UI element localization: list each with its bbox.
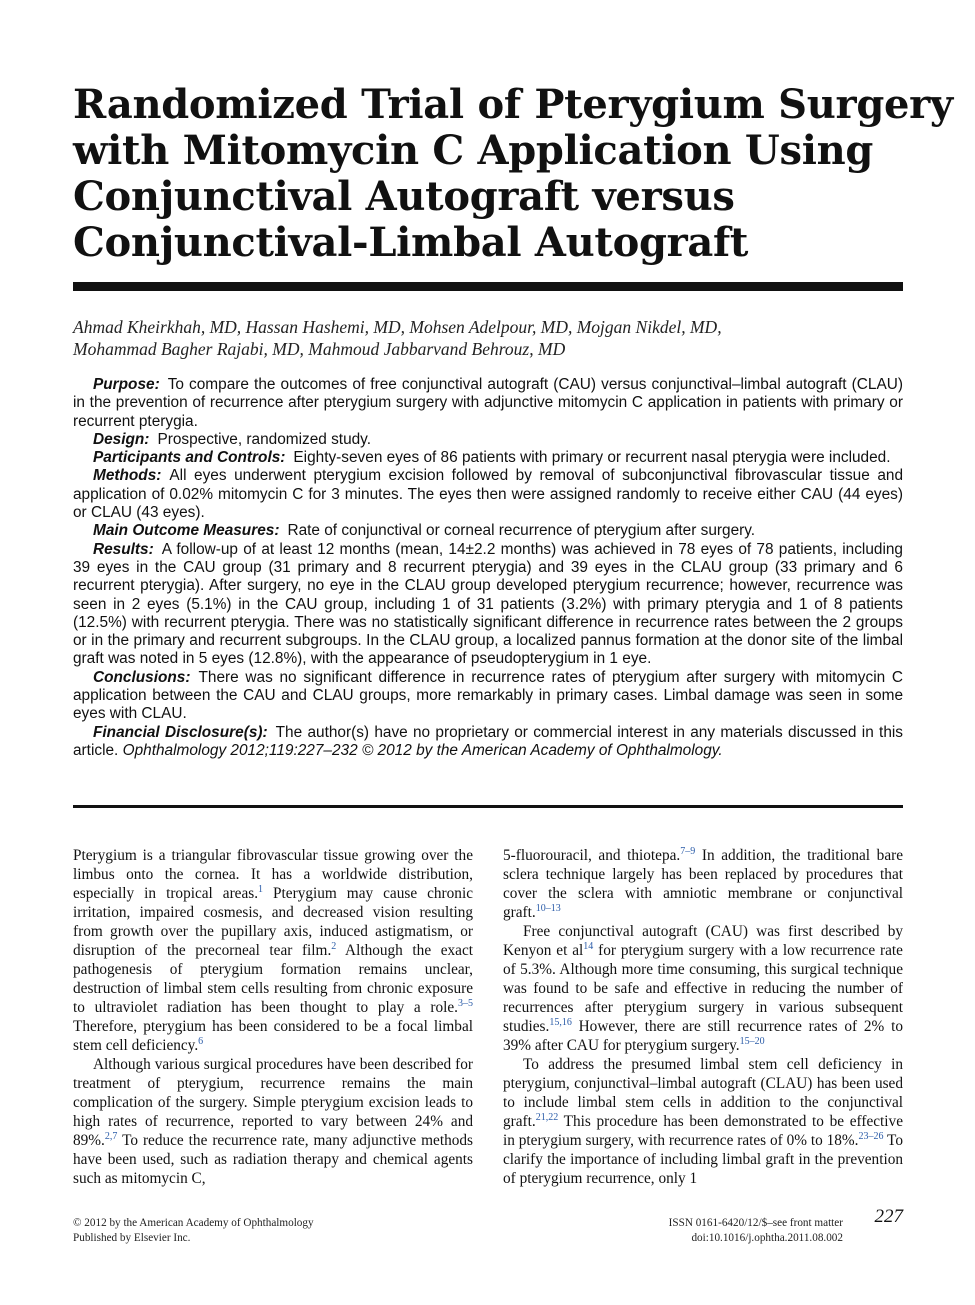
abstract-divider [73, 805, 903, 808]
author-line: Ahmad Kheirkhah, MD, Hassan Hashemi, MD, Mohsen Adelpour, MD, Mojgan Nikdel, MD, [73, 317, 722, 337]
abstract-participants [73, 449, 903, 467]
reference-link[interactable]: 21,22 [535, 1112, 559, 1123]
body-paragraph: Pterygium is a triangular fibrovascular tissue growing over the limbus onto the cornea. It has a worldwide distribution, especially in tropical areas.$^1$ Pterygium may cause chronic irritation, impaired cosmesis, and decreased vision resulting from growth over the pupillary axis, induced astigmatism, or disruption of the precorneal tear film.$^2$ Although the exact pathogenesis of pterygium formation remains unclear, destruction of limbal stem cells resulting from chronic exposure to ultraviolet radiation has been thought to play a role.$^{3-5}$ Therefore, pterygium has been considered to be a focal limbal stem cell deficiency.$^6$ [73, 847, 473, 1054]
title-line: Conjunctival-Limbal Autograft [73, 219, 749, 266]
abstract-text: Eighty-seven eyes of 86 patients with primary or recurrent nasal pterygia were included. [293, 449, 891, 467]
reference-link[interactable]: 1 [258, 884, 264, 895]
reference-link[interactable]: 3–5 [458, 998, 473, 1009]
abstract-design [73, 431, 903, 449]
reference-link[interactable]: 23–26 [858, 1131, 884, 1142]
doi-link[interactable]: doi:10.1016/j.ophtha.2011.08.002 [691, 1232, 843, 1244]
abstract-text: To compare the outcomes of free conjunctival autograft (CAU) versus conjunctival–limbal autograft (CLAU) in the prevention of recurrence after pterygium surgery with adjunctive mitomycin C application in patients with primary or recurrent pterygia. [73, 376, 903, 430]
abstract-text: The author(s) have no proprietary or commercial interest in any materials discussed in this article. [73, 723, 903, 759]
title-line: Conjunctival Autograft versus [73, 173, 735, 220]
body-column-right [503, 846, 903, 1188]
body-paragraph: To address the presumed limbal stem cell deficiency in pterygium, conjunctival–limbal autograft (CLAU) has been used to include limbal stem cells in addition to the conjunctival graft.$^{21,22}$ This procedure has been demonstrated to be effective in pterygium surgery, with recurrence rates of 0% to 18%.$^{23-26}$ To clarify the importance of including limbal graft in the prevention of pterygium recurrence, only 1 [503, 1056, 903, 1187]
title-line: Randomized Trial of Pterygium Surgery [73, 81, 953, 128]
abstract-text: Prospective, randomized study. [157, 430, 372, 448]
body-paragraph: Free conjunctival autograft (CAU) was first described by Kenyon et $al^{14}$ for pterygium surgery with a low recurrence rate of 5.3%. Although more time consuming, this surgical technique was found to be safe and effective in reducing the number of recurrences after pterygium surgery in various subsequent studies.$^{15,16}$ However, there are still recurrence rates of 2% to 39% after CAU for pterygium surgery.$^{15-20}$ [503, 923, 903, 1054]
reference-link[interactable]: 6 [198, 1036, 204, 1047]
abstract-label: Main Outcome Measures: [93, 522, 280, 540]
abstract-label: Participants and Controls: [93, 449, 286, 467]
title-line: with Mitomycin C Application Using [73, 127, 874, 174]
publisher-notice: Published by Elsevier Inc. [73, 1232, 191, 1244]
abstract-label: Purpose: [93, 376, 160, 393]
abstract-label: Conclusions: [93, 668, 191, 686]
journal-citation: Ophthalmology 2012;119:227–232 © 2012 by the American Academy of Ophthalmology. [122, 741, 723, 759]
abstract-text: All eyes underwent pterygium excision followed by removal of subconjunctival fibrovascular tissue and application of 0.02% mitomycin C for 3 minutes. The eyes then were assigned randomly to receive either CAU (44 eyes) or CLAU (43 eyes). [73, 467, 903, 522]
abstract-conclusions [73, 669, 903, 724]
author-list [73, 316, 903, 360]
footer-left [73, 1216, 423, 1246]
reference-link[interactable]: 10–13 [535, 903, 561, 914]
abstract-methods [73, 467, 903, 522]
abstract-text: There was no significant difference in recurrence rates of pterygium after surgery with mitomycin C application between the CAU and CLAU groups, more remarkably in primary cases. Limbal damage was seen in some eyes with CLAU. [73, 668, 903, 723]
body-paragraph: 5-fluorouracil, and thiotepa.$^{7-9}$ In addition, the traditional bare sclera technique largely has been replaced by procedures that cover the sclera with amniotic membrane or conjunctival graft.$^{10-13}$ [503, 846, 903, 921]
page-number: 227 [874, 1206, 903, 1227]
abstract-results [73, 541, 903, 669]
body-column-left [73, 846, 473, 1188]
abstract-text: A follow-up of at least 12 months (mean, 14±2.2 months) was achieved in 78 eyes of 78 patients, including 39 eyes in the CAU group (31 primary and 8 recurrent pterygia) and 39 eyes in the CLAU group (33 primary and 6 recurrent pterygia). After surgery, no eye in the CLAU group developed pterygium recurrence; however, recurrence was seen in 2 eyes (5.1%) in the CAU group, including 1 of 31 patients (3.2%) with primary pterygia and 1 of 8 patients (12.5%) with recurrent pterygia. There was no statistically significant difference in recurrence rates between the 2 groups or in the primary and recurrent subgroups. In the CLAU group, a localized pannus formation at the donor site of the limbal graft was noted in 5 eyes (12.8%), with the appearance of pseudopterygium in 1 eye. [73, 540, 903, 668]
abstract-text: Rate of conjunctival or corneal recurrence of pterygium after surgery. [287, 522, 756, 540]
body-paragraph: Although various surgical procedures have been described for treatment of pterygium, recurrence remains the main complication of the surgery. Simple pterygium excision leads to high rates of recurrence, reported to vary between 24% and 89%.$^{2,7}$ To reduce the recurrence rate, many adjunctive methods have been used, such as radiation therapy and chemical agents such as mitomycin C, [73, 1056, 473, 1187]
title-divider [73, 282, 903, 291]
author-line: Mohammad Bagher Rajabi, MD, Mahmoud Jabbarvand Behrouz, MD [73, 339, 566, 359]
abstract-label: Financial Disclosure(s): [93, 723, 268, 741]
abstract-label: Design: [93, 430, 150, 448]
abstract [73, 376, 903, 760]
reference-link[interactable]: 7–9 [680, 846, 696, 857]
abstract-outcome [73, 522, 903, 540]
abstract-purpose [73, 376, 903, 431]
reference-link[interactable]: 2 [331, 941, 337, 952]
abstract-label: Methods: [93, 467, 162, 485]
reference-link[interactable]: 2,7 [104, 1131, 118, 1142]
abstract-label: Results: [93, 540, 154, 558]
footer-right [543, 1216, 843, 1246]
reference-link[interactable]: 14 [583, 941, 594, 952]
reference-link[interactable]: 15–20 [739, 1036, 765, 1047]
abstract-disclosure [73, 724, 903, 761]
copyright-notice: © 2012 by the American Academy of Ophthalmology [73, 1217, 314, 1229]
issn: ISSN 0161-6420/12/$–see front matter [668, 1217, 843, 1229]
article-title [73, 81, 953, 266]
reference-link[interactable]: 15,16 [549, 1017, 572, 1028]
